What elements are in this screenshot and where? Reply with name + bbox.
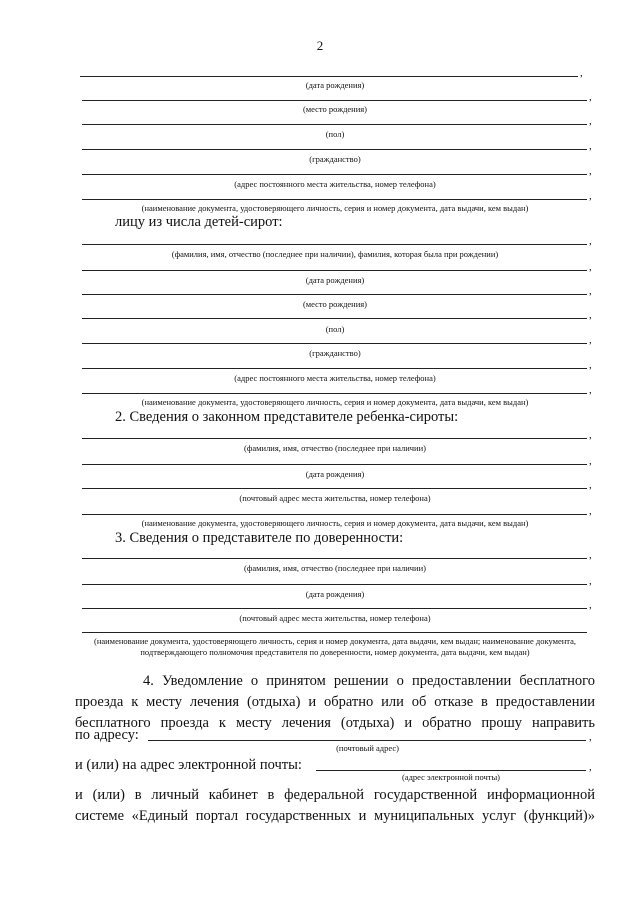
section4-line-3: бесплатного проезда к месту лечения (отдыха) и обратно прошу направить	[75, 715, 595, 731]
blank-line[interactable]	[82, 584, 587, 585]
heading-orphan: лицу из числа детей-сирот:	[115, 214, 283, 230]
heading-section-3: 3. Сведения о представителе по доверенности:	[115, 530, 404, 546]
blank-line[interactable]	[82, 558, 587, 559]
comma: ,	[589, 334, 592, 346]
comma: ,	[580, 67, 583, 79]
caption-sex: (пол)	[325, 129, 345, 139]
caption-birth-date: (дата рождения)	[305, 275, 365, 285]
comma: ,	[589, 549, 592, 561]
comma: ,	[589, 261, 592, 273]
section4-line-1: 4. Уведомление о принятом решении о предоставлении бесплатного	[143, 673, 595, 689]
comma: ,	[589, 384, 592, 396]
comma: ,	[589, 165, 592, 177]
comma: ,	[589, 731, 592, 743]
blank-line[interactable]	[82, 100, 587, 101]
comma: ,	[589, 575, 592, 587]
caption-orphan-name: (фамилия, имя, отчество (последнее при наличии), фамилия, которая была при рождении)	[171, 249, 499, 259]
section4-line-6: и (или) в личный кабинет в федеральной государственной информационной	[75, 787, 595, 803]
comma: ,	[589, 115, 592, 127]
blank-line[interactable]	[82, 270, 587, 271]
blank-line[interactable]	[82, 318, 587, 319]
caption-postal-address: (почтовый адрес места жительства, номер телефона)	[239, 493, 431, 503]
comma: ,	[589, 599, 592, 611]
caption-permanent-address: (адрес постоянного места жительства, номер телефона)	[234, 179, 436, 189]
blank-line[interactable]	[82, 294, 587, 295]
postal-address-field[interactable]	[148, 740, 586, 741]
blank-line[interactable]	[82, 368, 587, 369]
comma: ,	[589, 479, 592, 491]
caption-identity-doc: (наименование документа, удостоверяющего личность, серия и номер документа, дата выдачи, кем выдан)	[141, 518, 529, 528]
blank-line[interactable]	[82, 124, 587, 125]
caption-email: (адрес электронной почты)	[401, 772, 501, 782]
comma: ,	[589, 761, 592, 773]
blank-line[interactable]	[82, 244, 587, 245]
caption-fio: (фамилия, имя, отчество (последнее при наличии)	[244, 443, 426, 453]
caption-birth-place: (место рождения)	[302, 299, 368, 309]
blank-line[interactable]	[82, 393, 587, 394]
caption-permanent-address: (адрес постоянного места жительства, номер телефона)	[234, 373, 436, 383]
section4-line-5: и (или) на адрес электронной почты:	[75, 757, 302, 773]
comma: ,	[589, 455, 592, 467]
comma: ,	[589, 190, 592, 202]
page-number: 2	[316, 38, 324, 53]
blank-line[interactable]	[82, 488, 587, 489]
comma: ,	[589, 359, 592, 371]
caption-postal-address: (почтовый адрес места жительства, номер телефона)	[239, 613, 431, 623]
blank-line[interactable]	[82, 149, 587, 150]
blank-line[interactable]	[80, 76, 578, 77]
section4-line-2: проезда к месту лечения (отдыха) и обратно или об отказе в предоставлении	[75, 694, 595, 710]
blank-line[interactable]	[82, 199, 587, 200]
comma: ,	[589, 309, 592, 321]
caption-proxy-docs: (наименование документа, удостоверяющего личность, серия и номер документа, дата выдачи, кем выдан; наименование документа, подтверждающего полномочия представителя по доверенности, номер документа, дата выдачи, кем выдан)	[93, 636, 577, 657]
blank-line[interactable]	[82, 174, 587, 175]
caption-birth-date: (дата рождения)	[305, 589, 365, 599]
caption-birth-date: (дата рождения)	[305, 469, 365, 479]
comma: ,	[589, 505, 592, 517]
blank-line[interactable]	[82, 438, 587, 439]
blank-line[interactable]	[82, 608, 587, 609]
blank-line[interactable]	[82, 514, 587, 515]
comma: ,	[589, 140, 592, 152]
comma: ,	[589, 235, 592, 247]
caption-identity-doc: (наименование документа, удостоверяющего личность, серия и номер документа, дата выдачи, кем выдан)	[141, 203, 529, 213]
section4-line-4: по адресу:	[75, 727, 139, 743]
caption-citizenship: (гражданство)	[309, 348, 361, 358]
caption-sex: (пол)	[325, 324, 345, 334]
section4-line-7: системе «Единый портал государственных и муниципальных услуг (функций)»	[75, 808, 595, 824]
blank-line[interactable]	[82, 632, 587, 633]
caption-birth-date: (дата рождения)	[305, 80, 365, 90]
blank-line[interactable]	[82, 343, 587, 344]
comma: ,	[589, 285, 592, 297]
blank-line[interactable]	[82, 464, 587, 465]
heading-section-2: 2. Сведения о законном представителе ребенка-сироты:	[115, 409, 459, 425]
comma: ,	[589, 429, 592, 441]
email-field[interactable]	[316, 770, 586, 771]
caption-identity-doc: (наименование документа, удостоверяющего личность, серия и номер документа, дата выдачи, кем выдан)	[141, 397, 529, 407]
caption-postal: (почтовый адрес)	[336, 743, 399, 753]
caption-fio: (фамилия, имя, отчество (последнее при наличии)	[244, 563, 426, 573]
caption-citizenship: (гражданство)	[309, 154, 361, 164]
comma: ,	[589, 91, 592, 103]
caption-birth-place: (место рождения)	[302, 104, 368, 114]
